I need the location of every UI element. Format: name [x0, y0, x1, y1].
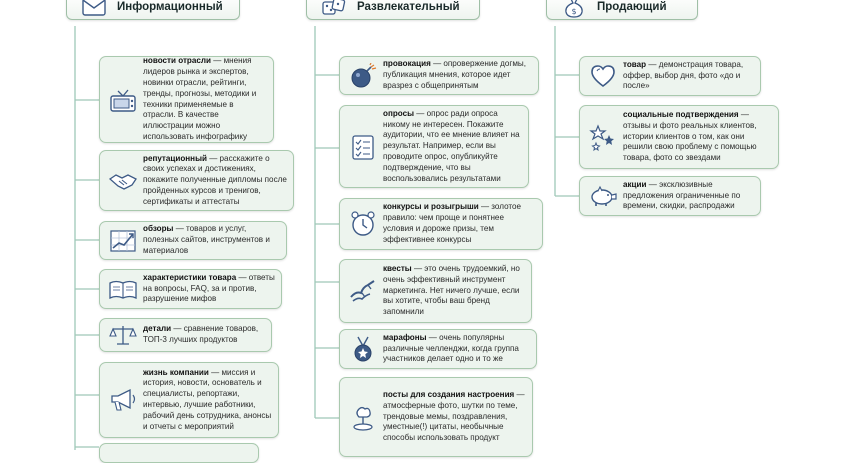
lamp-icon [346, 402, 380, 432]
scales-icon [106, 323, 140, 347]
node-text: — опрос ради опроса никому не интересен. Покажите аудитории, что ее мнение влияет на результат. Например, если вы проводите опрос, опубликуйте подтверждение, что вы воспользовались результатами [383, 108, 520, 183]
node-mood-posts [339, 377, 533, 457]
node-text: — опровержение догмы, публикация мнения, которое идет вразрез с общепринятым [383, 59, 526, 90]
node-title: конкурсы и розыгрыши [383, 202, 479, 212]
node-product [579, 56, 761, 96]
node-text: — атмосферные фото, шутки по теме, трендовые мемы, поздравления, уместные(!) цитаты, необычные способы использовать продукт [383, 390, 525, 443]
header-fun [306, 0, 480, 20]
node-product-specs [99, 269, 282, 309]
node-title: посты для создания настроения [383, 390, 515, 399]
medal-icon [346, 335, 380, 363]
book-icon [106, 277, 140, 301]
megaphone-icon [106, 387, 140, 413]
svg-text:$: $ [571, 7, 577, 16]
node-quests [339, 259, 532, 323]
node-social-proof [579, 105, 779, 169]
header-fun-label: Развлекательный [357, 1, 460, 13]
envelope-icon [81, 0, 107, 18]
node-text: — ответы на вопросы, FAQ, за и против, разрушение мифов [143, 272, 275, 304]
node-details [99, 318, 272, 352]
node-reputation [99, 150, 294, 211]
node-text: — отзывы и фото реальных клиентов, истории клиентов о том, как они решили свою проблему с помощью товара, фото со звездами [623, 110, 757, 163]
node-title: акции [623, 179, 647, 189]
node-promotions [579, 176, 761, 216]
node-title: характеристики товара [143, 272, 237, 282]
node-partial-bottom [99, 443, 259, 463]
node-company-life [99, 362, 279, 438]
node-marathons [339, 329, 537, 369]
node-title: детали [143, 324, 172, 334]
header-sell-label: Продающий [597, 1, 667, 13]
node-text: — миссия и история, новости, основатель и специалисты, репортажи, интервью, лучшие работники, рабочий день сотрудника, анонсы и отчеты с мероприятий [143, 367, 272, 431]
node-text: — очень популярны различные челленджи, когда группа участников делает одно и то же [383, 332, 519, 364]
tv-icon [106, 85, 140, 115]
node-title: репутационный [143, 153, 207, 163]
node-title: марафоны [383, 332, 427, 342]
node-text: — товаров и услуг, полезных сайтов, инструментов и материалов [143, 224, 270, 255]
chart-icon [106, 229, 140, 253]
node-text: — мнения лидеров рынка и экспертов, новинки отрасли, рейтинги, тренды, прогнозы, методики и техники применяемые в отрасли. В качестве иллюстрации можно использовать инфографику [143, 56, 257, 141]
stars-icon [586, 122, 620, 152]
node-title: опросы [383, 108, 415, 118]
node-title: жизнь компании [143, 367, 209, 377]
node-text: — золотое правило: чем проще и понятнее условия и дороже призы, тем эффективнее конкурсы [383, 202, 522, 244]
node-text: — это очень трудоемкий, но очень эффективный инструмент маркетинга. Нет ничего лучше, если вы хотите, чтобы ваш бренд запомнили [383, 264, 520, 317]
node-title: товар [623, 59, 647, 69]
node-title: обзоры [143, 224, 174, 234]
dice-icon [321, 0, 347, 18]
puzzle-icon [346, 277, 380, 305]
clock-icon [346, 210, 380, 238]
money-bag-icon [561, 0, 587, 18]
header-info-label: Информационный [117, 1, 223, 13]
bomb-icon [346, 63, 380, 89]
node-title: провокация [383, 59, 431, 69]
node-provocation [339, 56, 539, 95]
node-title: социальные подтверждения [623, 110, 739, 119]
node-text: — расскажите о своих успехах и достижениях, покажите полученные дипломы после пройденных курсов и тренигов, сертификаты и аттестаты [143, 153, 287, 206]
node-polls [339, 105, 529, 188]
piggy-bank-icon [586, 184, 620, 208]
node-contests [339, 198, 543, 250]
checklist-icon [346, 133, 380, 161]
node-text: — демонстрация товара, оффер, выбор дня, фото «до и после» [623, 59, 744, 91]
node-text: — эксклюзивные предложения ограниченные по времени, скидки, распродажи [623, 179, 741, 211]
handshake-icon [106, 169, 140, 193]
node-title: новости отрасли [143, 56, 211, 66]
heart-icon [586, 63, 620, 89]
node-industry-news [99, 56, 274, 143]
header-sell [546, 0, 698, 20]
header-info [66, 0, 240, 20]
node-reviews [99, 221, 287, 260]
node-text: — сравнение товаров, ТОП-3 лучших продуктов [143, 324, 259, 344]
node-title: квесты [383, 264, 412, 273]
